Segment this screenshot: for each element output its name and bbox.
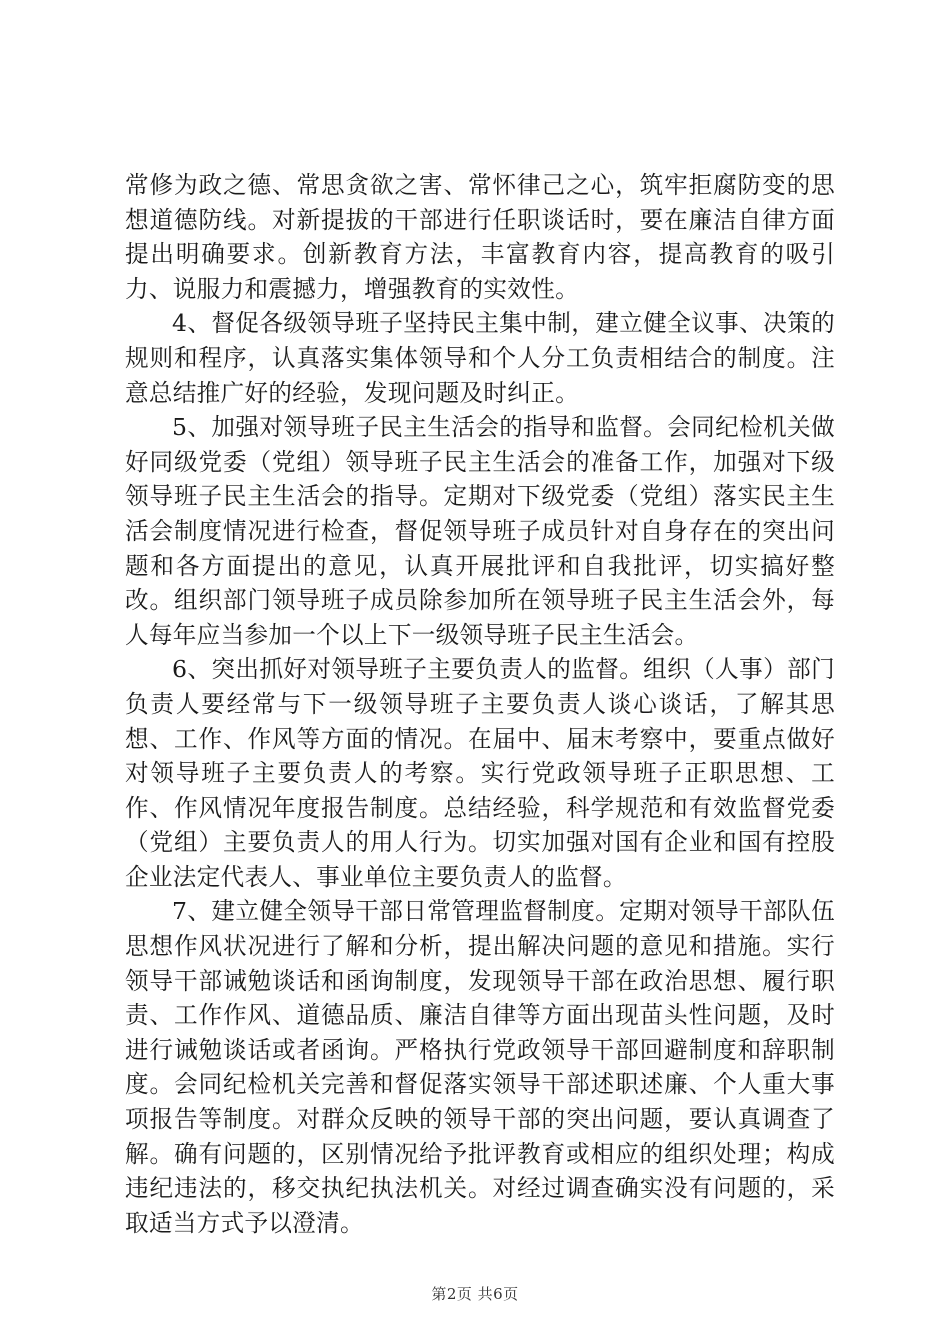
paragraph-item-7: 7、建立健全领导干部日常管理监督制度。定期对领导干部队伍思想作风状况进行了解和分析，提出解决问题的意见和措施。实行领导干部诫勉谈话和函询制度，发现领导干部在政治思想、履行职责、工作作风、道德品质、廉洁自律等方面出现苗头性问题，及时进行诫勉谈话或者函询。严格执行党政领导干部回避制度和辞职制度。会同纪检机关完善和督促落实领导干部述职述廉、个人重大事项报告等制度。对群众反映的领导干部的突出问题，要认真调查了解。确有问题的，区别情况给予批评教育或相应的组织处理；构成违纪违法的，移交执纪执法机关。对经过调查确实没有问题的，采取适当方式予以澄清。 — [125, 897, 835, 1237]
document-body — [125, 168, 835, 1240]
paragraph-continued: 常修为政之德、常思贪欲之害、常怀律己之心，筑牢拒腐防变的思想道德防线。对新提拔的干部进行任职谈话时，要在廉洁自律方面提出明确要求。创新教育方法，丰富教育内容，提高教育的吸引力、说服力和震撼力，增强教育的实效性。 — [125, 171, 835, 303]
paragraph-item-6: 6、突出抓好对领导班子主要负责人的监督。组织（人事）部门负责人要经常与下一级领导班子主要负责人谈心谈话，了解其思想、工作、作风等方面的情况。在届中、届末考察中，要重点做好对领导班子主要负责人的考察。实行党政领导班子正职思想、工作、作风情况年度报告制度。总结经验，科学规范和有效监督党委（党组）主要负责人的用人行为。切实加强对国有企业和国有控股企业法定代表人、事业单位主要负责人的监督。 — [125, 655, 835, 891]
paragraph-item-5: 5、加强对领导班子民主生活会的指导和监督。会同纪检机关做好同级党委（党组）领导班子民主生活会的准备工作，加强对下级领导班子民主生活会的指导。定期对下级党委（党组）落实民主生活会制度情况进行检查，督促领导班子成员针对自身存在的突出问题和各方面提出的意见，认真开展批评和自我批评，切实搞好整改。组织部门领导班子成员除参加所在领导班子民主生活会外，每人每年应当参加一个以上下一级领导班子民主生活会。 — [125, 413, 835, 649]
paragraph-item-4: 4、督促各级领导班子坚持民主集中制，建立健全议事、决策的规则和程序，认真落实集体领导和个人分工负责相结合的制度。注意总结推广好的经验，发现问题及时纠正。 — [125, 309, 835, 407]
page-number-footer: 第2页 共6页 — [431, 1285, 519, 1303]
